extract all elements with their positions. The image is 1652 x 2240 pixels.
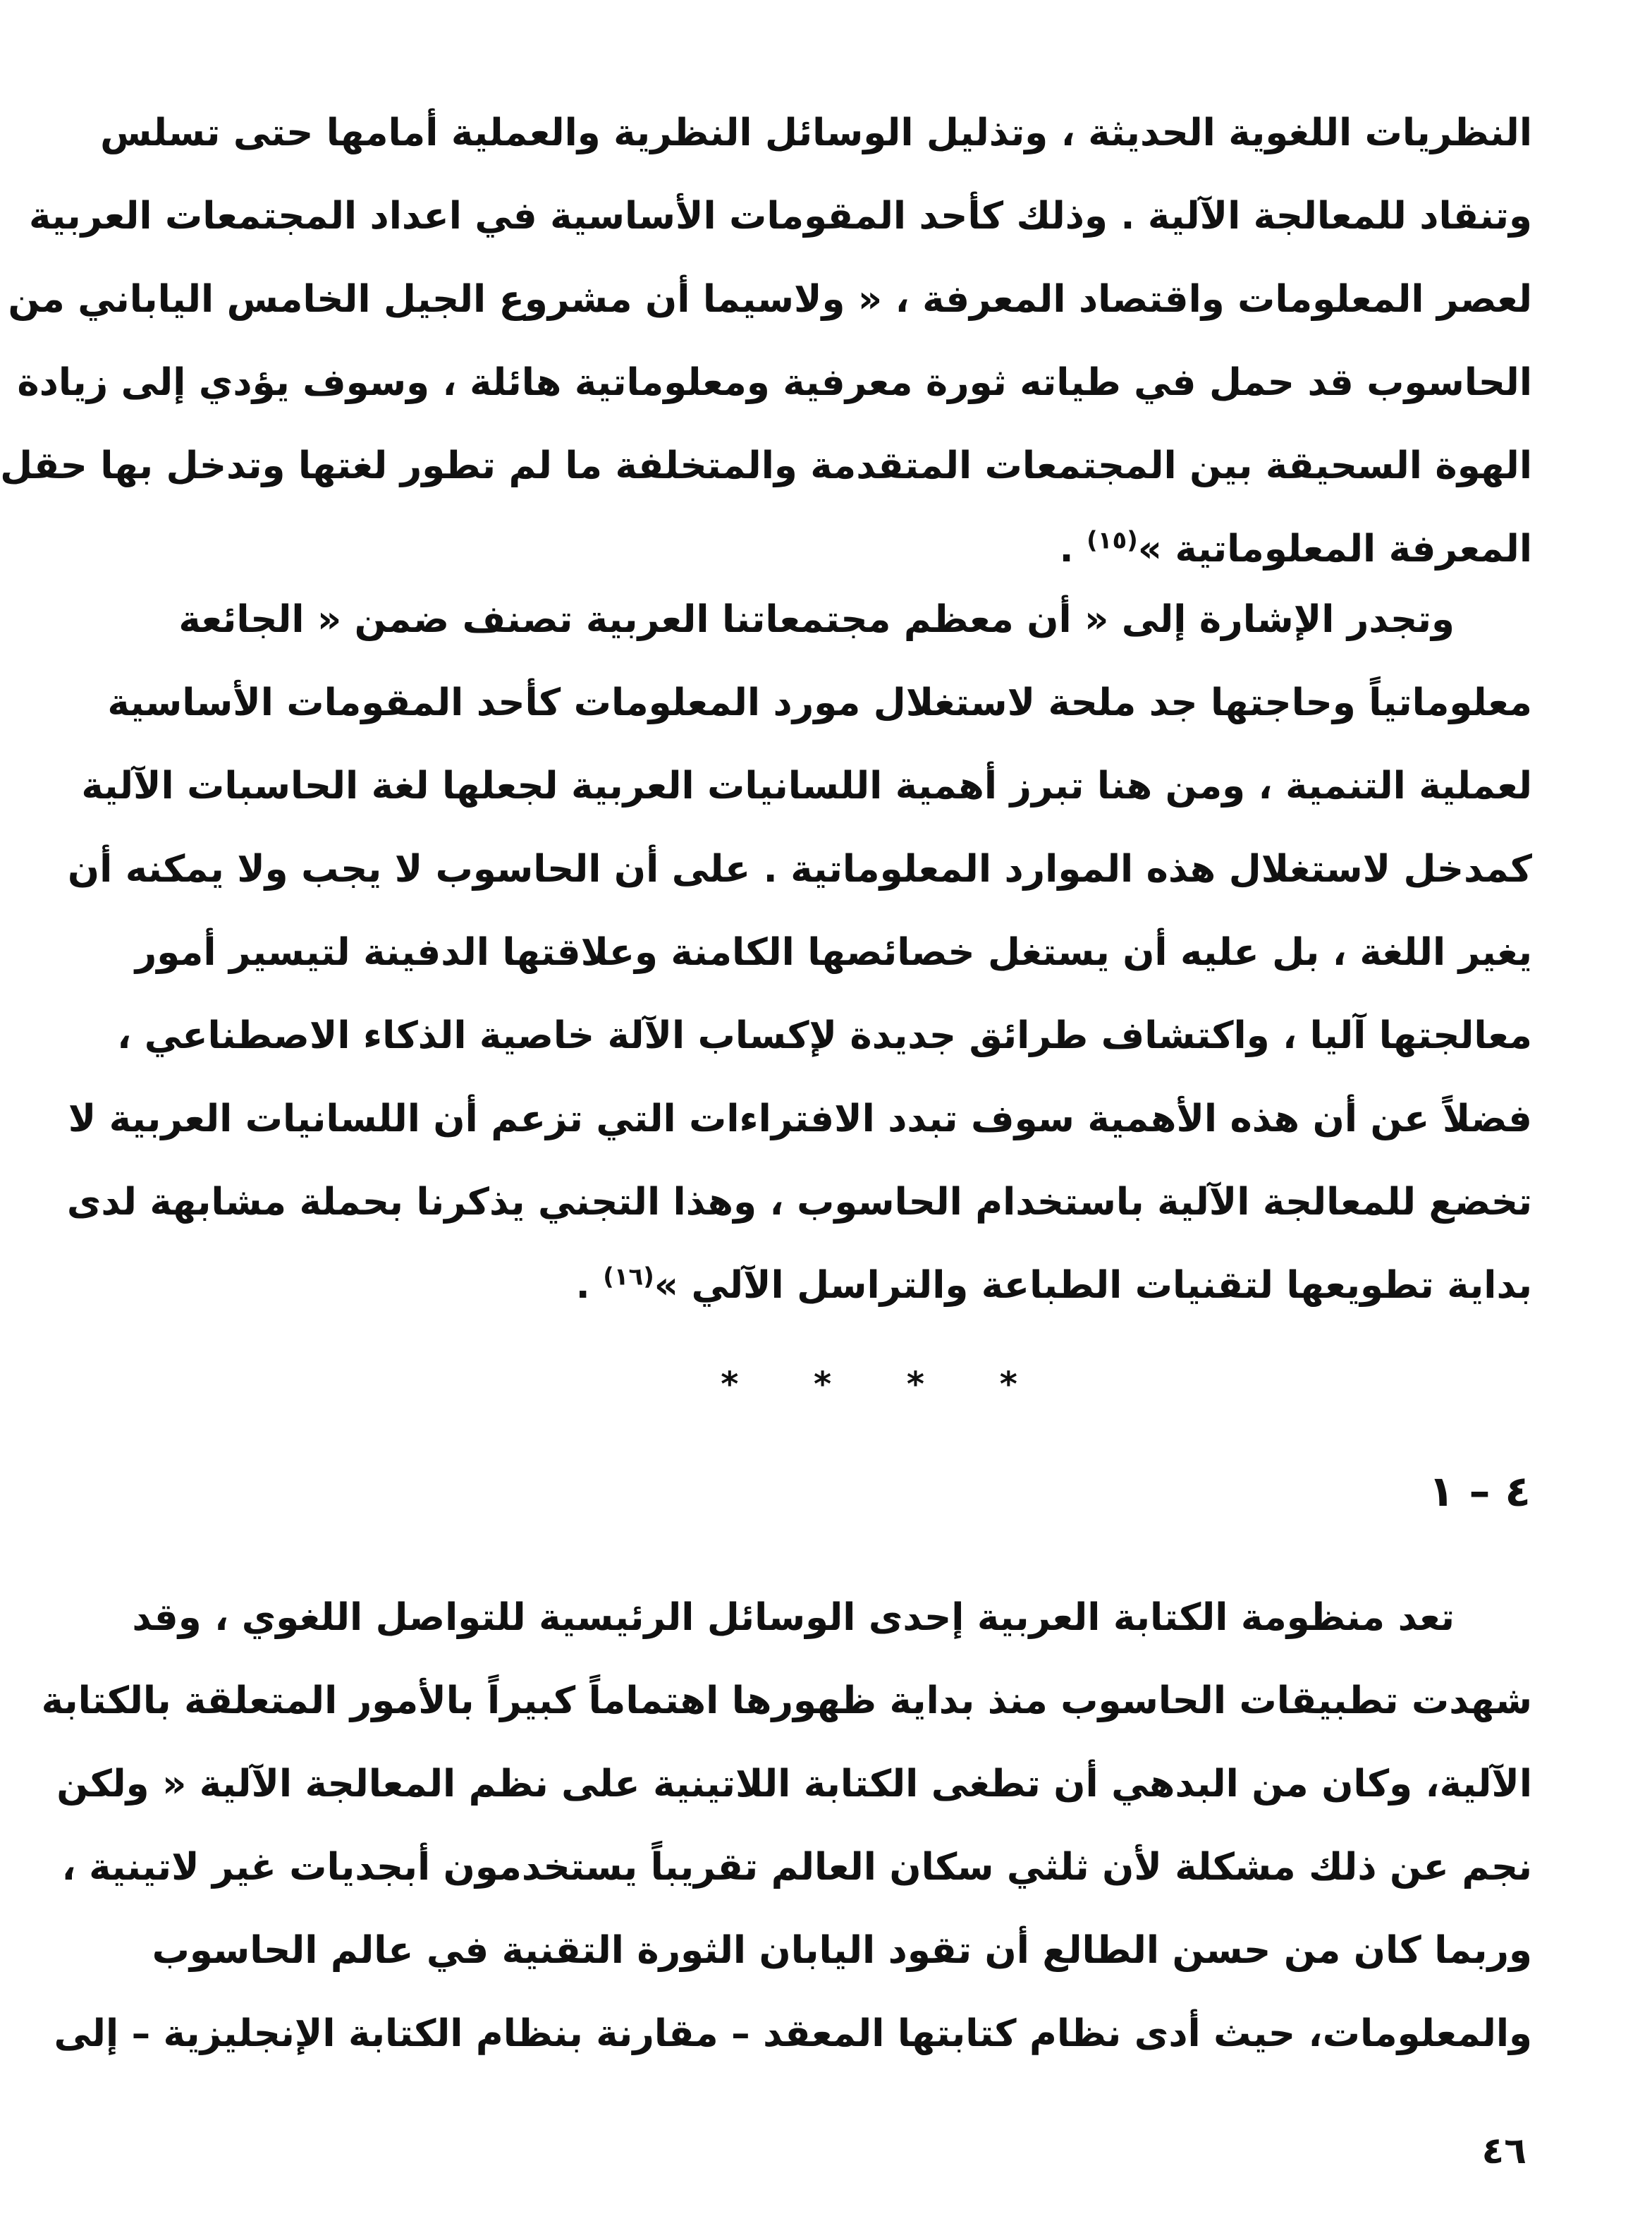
- paragraph-2: [66, 578, 1532, 1327]
- footnote-ref-16: (١٦): [603, 1262, 654, 1291]
- section-paragraph-line-6: والمعلومات، حيث أدى نظام كتابتها المعقد – مقارنة بنظام الكتابة الإنجليزية – إلى: [54, 2012, 1532, 2055]
- paragraph-2-line-4: كمدخل لاستغلال هذه الموارد المعلوماتية . على أن الحاسوب لا يجب ولا يمكنه أن: [67, 848, 1532, 891]
- paragraph-2-line-1: وتجدر الإشارة إلى « أن معظم مجتمعاتنا العربية تصنف ضمن « الجائعة: [178, 598, 1455, 641]
- paragraph-2-line-7: فضلاً عن أن هذه الأهمية سوف تبدد الافتراءات التي تزعم أن اللسانيات العربية لا: [68, 1097, 1532, 1140]
- paragraph-1-line-4: الحاسوب قد حمل في طياته ثورة معرفية ومعلوماتية هائلة ، وسوف يؤدي إلى زيادة: [17, 361, 1532, 404]
- section-paragraph: [41, 1576, 1532, 2076]
- paragraph-1: [0, 92, 1532, 591]
- separator-star-3: *: [906, 1365, 924, 1404]
- paragraph-2-line-9-text: بداية تطويعها لتقنيات الطباعة والتراسل الآلي »: [654, 1264, 1532, 1307]
- paragraph-2-line-3: لعملية التنمية ، ومن هنا تبرز أهمية اللسانيات العربية لجعلها لغة الحاسبات الآلية: [81, 765, 1532, 808]
- paragraph-1-line-2: وتنقاد للمعالجة الآلية . وذلك كأحد المقومات الأساسية في اعداد المجتمعات العربية: [28, 195, 1532, 238]
- paragraph-1-line-1: النظريات اللغوية الحديثة ، وتذليل الوسائل النظرية والعملية أمامها حتى تسلس: [100, 111, 1532, 154]
- section-separator: [86, 1365, 1652, 1404]
- paragraph-2-line-8: تخضع للمعالجة الآلية باستخدام الحاسوب ، وهذا التجني يذكرنا بحملة مشابهة لدى: [66, 1181, 1532, 1224]
- separator-star-1: *: [721, 1365, 739, 1404]
- section-paragraph-line-1: تعد منظومة الكتابة العربية إحدى الوسائل الرئيسية للتواصل اللغوي ، وقد: [132, 1596, 1455, 1639]
- paragraph-2-line-2: معلوماتياً وحاجتها جد ملحة لاستغلال مورد المعلومات كأحد المقومات الأساسية: [107, 681, 1532, 724]
- section-paragraph-line-5: وربما كان من حسن الطالع أن تقود اليابان الثورة التقنية في عالم الحاسوب: [152, 1929, 1532, 1972]
- separator-star-4: *: [999, 1365, 1017, 1404]
- paragraph-1-line-6-text: المعرفة المعلوماتية »: [1137, 528, 1532, 571]
- paragraph-2-end: .: [575, 1264, 604, 1307]
- separator-star-2: *: [814, 1365, 832, 1404]
- section-paragraph-line-4: نجم عن ذلك مشكلة لأن ثلثي سكان العالم تقريباً يستخدمون أبجديات غير لاتينية ،: [61, 1846, 1532, 1889]
- paragraph-1-line-3: لعصر المعلومات واقتصاد المعرفة ، « ولاسيما أن مشروع الجيل الخامس الياباني من: [8, 278, 1532, 321]
- paragraph-2-line-9: [192, 1244, 1532, 1327]
- paragraph-2-line-6: معالجتها آليا ، واكتشاف طرائق جديدة لإكساب الآلة خاصية الذكاء الاصطناعي ،: [117, 1014, 1532, 1057]
- footnote-ref-15: (١٥): [1087, 526, 1138, 555]
- section-heading: ٤ – ١: [1428, 1467, 1531, 1516]
- section-paragraph-line-2: شهدت تطبيقات الحاسوب منذ بداية ظهورها اهتماماً كبيراً بالأمور المتعلقة بالكتابة: [41, 1679, 1532, 1722]
- section-paragraph-line-3: الآلية، وكان من البدهي أن تطغى الكتابة اللاتينية على نظم المعالجة الآلية « ولكن: [56, 1763, 1532, 1806]
- paragraph-1-end: .: [1059, 528, 1087, 571]
- paragraph-2-line-5: يغير اللغة ، بل عليه أن يستغل خصائصها الكامنة وعلاقتها الدفينة لتيسير أمور: [135, 931, 1532, 974]
- paragraph-1-line-5: الهوة السحيقة بين المجتمعات المتقدمة والمتخلفة ما لم تطور لغتها وتدخل بها حقل: [0, 444, 1532, 487]
- page-number: ٤٦: [1481, 2130, 1526, 2172]
